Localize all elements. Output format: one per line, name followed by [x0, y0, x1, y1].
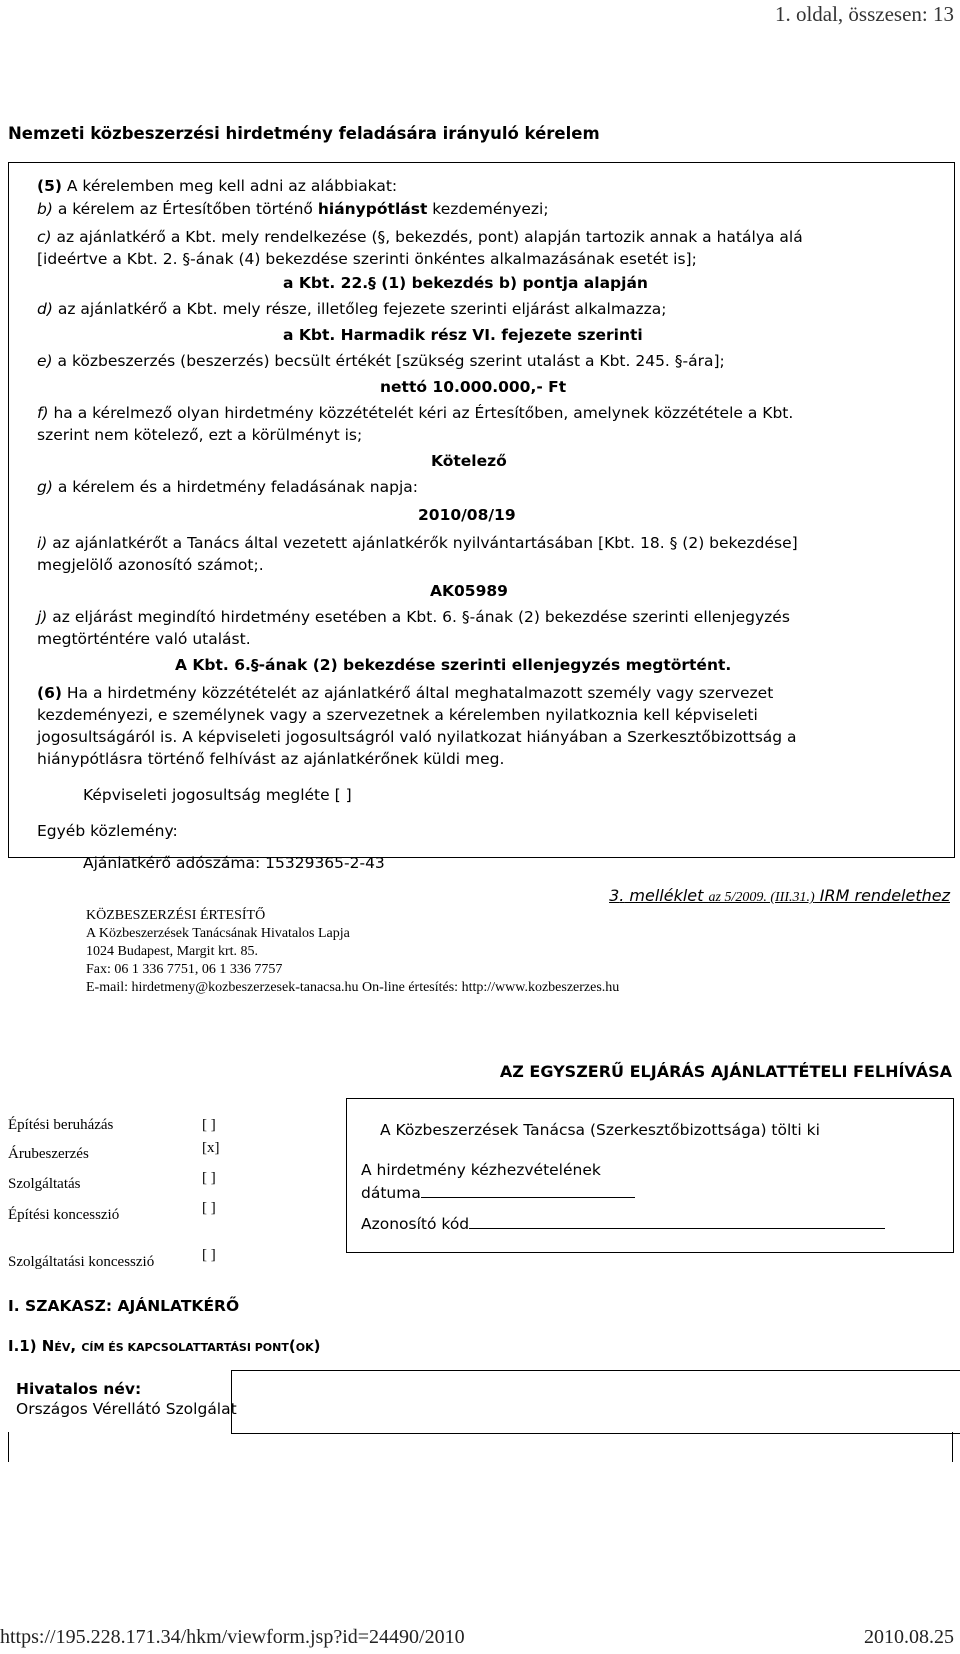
item-g-answer: 2010/08/19 — [418, 506, 516, 524]
receipt-date-row: dátuma — [361, 1183, 635, 1202]
type-label-works-concession: Építési koncesszió — [8, 1207, 120, 1223]
request-title: Nemzeti közbeszerzési hirdetmény feladására irányuló kérelem — [8, 124, 600, 143]
item-e-answer: nettó 10.000.000,- Ft — [380, 378, 567, 396]
type-mark-services: [ ] — [202, 1170, 216, 1186]
type-label-services: Szolgáltatás — [8, 1176, 81, 1192]
publisher-contact: E-mail: hirdetmeny@kozbeszerzesek-tanacsa.hu On-line értesítés: http://www.kozbeszerzes.hu — [86, 980, 620, 995]
publisher-subtitle: A Közbeszerzések Tanácsának Hivatalos Lapja — [86, 926, 350, 941]
item-g: g) a kérelem és a hirdetmény feladásának napja: — [37, 478, 418, 496]
page-indicator: 1. oldal, összesen: 13 — [774, 2, 954, 26]
id-code-field[interactable] — [469, 1214, 885, 1229]
item-f-line2: szerint nem kötelező, ezt a körülményt is; — [37, 426, 363, 444]
item-c-line2: [ideértve a Kbt. 2. §-ának (4) bekezdése szerinti önkéntes alkalmazásának esetét is]; — [37, 250, 697, 268]
item-b: b) a kérelem az Értesítőben történő hiánypótlást kezdeményezi; — [37, 200, 549, 218]
section-6-line2: kezdeményezi, e személynek vagy a szervezetnek a kérelemben nyilatkoznia kell képviseleti — [37, 706, 758, 724]
tax-id: Ajánlatkérő adószáma: 15329365-2-43 — [83, 854, 385, 872]
item-j-line2: megtörténtére való utalást. — [37, 630, 251, 648]
section-1-1-heading: I.1) NÉV, CÍM ÉS KAPCSOLATTARTÁSI PONT(OK) — [8, 1337, 321, 1355]
section-6-line1: (6) Ha a hirdetmény közzétételét az ajánlatkérő által meghatalmazott személy vagy szervezet — [37, 684, 774, 702]
item-i-line1: i) az ajánlatkérőt a Tanács által vezetett ajánlatkérők nyilvántartásában [Kbt. 18. § (2) bekezdése] — [37, 534, 798, 552]
council-box-title: A Közbeszerzések Tanácsa (Szerkesztőbizottsága) tölti ki — [380, 1121, 820, 1139]
publisher-name: KÖZBESZERZÉSI ÉRTESÍTŐ — [86, 908, 266, 923]
id-code-row: Azonosító kód — [361, 1214, 885, 1233]
section-6-line3: jogosultságáról is. A képviseleti jogosultságról való nyilatkozat hiányában a Szerkesztőbizottság a — [37, 728, 797, 746]
item-c-line1: c) az ajánlatkérő a Kbt. mely rendelkezése (§, bekezdés, pont) alapján tartozik annak a hatálya alá — [37, 228, 803, 246]
footer-url: https://195.228.171.34/hkm/viewform.jsp?id=24490/2010 — [0, 1626, 465, 1648]
official-name-value: Országos Vérellátó Szolgálat — [16, 1400, 237, 1418]
type-mark-goods: [x] — [202, 1140, 220, 1156]
other-notice-label: Egyéb közlemény: — [37, 822, 178, 840]
type-mark-service-concession: [ ] — [202, 1247, 216, 1263]
annex-reference: 3. melléklet az 5/2009. (III.31.) IRM rendelethez — [609, 886, 950, 905]
item-i-line2: megjelölő azonosító számot;. — [37, 556, 264, 574]
receipt-date-field[interactable] — [421, 1183, 635, 1198]
receipt-label: A hirdetmény kézhezvételének — [361, 1161, 601, 1179]
type-mark-works-concession: [ ] — [202, 1200, 216, 1216]
item-e: e) a közbeszerzés (beszerzés) becsült értékét [szükség szerint utalást a Kbt. 245. §-ára]; — [37, 352, 725, 370]
item-f-line1: f) ha a kérelmező olyan hirdetmény közzétételét kéri az Értesítőben, amelynek közzététele a Kbt. — [37, 404, 794, 422]
item-j-answer: A Kbt. 6.§-ának (2) bekezdése szerinti ellenjegyzés megtörtént. — [175, 656, 732, 674]
publisher-address: 1024 Budapest, Margit krt. 85. — [86, 944, 259, 959]
representation-right: Képviseleti jogosultság megléte [ ] — [83, 786, 352, 804]
footer-date: 2010.08.25 — [864, 1626, 954, 1648]
item-i-answer: AK05989 — [430, 582, 508, 600]
item-j-line1: j) az eljárást megindító hirdetmény esetében a Kbt. 6. §-ának (2) bekezdése szerinti ellenjegyzés — [37, 608, 790, 626]
official-name-label: Hivatalos név: — [16, 1380, 142, 1398]
publisher-fax: Fax: 06 1 336 7751, 06 1 336 7757 — [86, 962, 283, 977]
item-f-answer: Kötelező — [431, 452, 507, 470]
item-d-answer: a Kbt. Harmadik rész VI. fejezete szerinti — [283, 326, 643, 344]
item-d: d) az ajánlatkérő a Kbt. mely része, illetőleg fejezete szerinti eljárást alkalmazza; — [37, 300, 667, 318]
notice-title: AZ EGYSZERŰ ELJÁRÁS AJÁNLATTÉTELI FELHÍVÁSA — [499, 1062, 952, 1081]
section-5-intro: (5) A kérelemben meg kell adni az alábbiakat: — [37, 177, 398, 195]
item-c-answer: a Kbt. 22.§ (1) bekezdés b) pontja alapján — [283, 274, 648, 292]
type-label-goods: Árubeszerzés — [8, 1146, 89, 1162]
type-label-construction: Építési beruházás — [8, 1117, 114, 1133]
section-6-line4: hiánypótlásra történő felhívást az ajánlatkérőnek küldi meg. — [37, 750, 505, 768]
type-mark-construction: [ ] — [202, 1117, 216, 1133]
official-name-frame — [231, 1370, 960, 1434]
section-1-title: I. SZAKASZ: AJÁNLATKÉRŐ — [8, 1297, 240, 1315]
type-label-service-concession: Szolgáltatási koncesszió — [8, 1254, 155, 1270]
address-frame — [8, 1432, 953, 1462]
